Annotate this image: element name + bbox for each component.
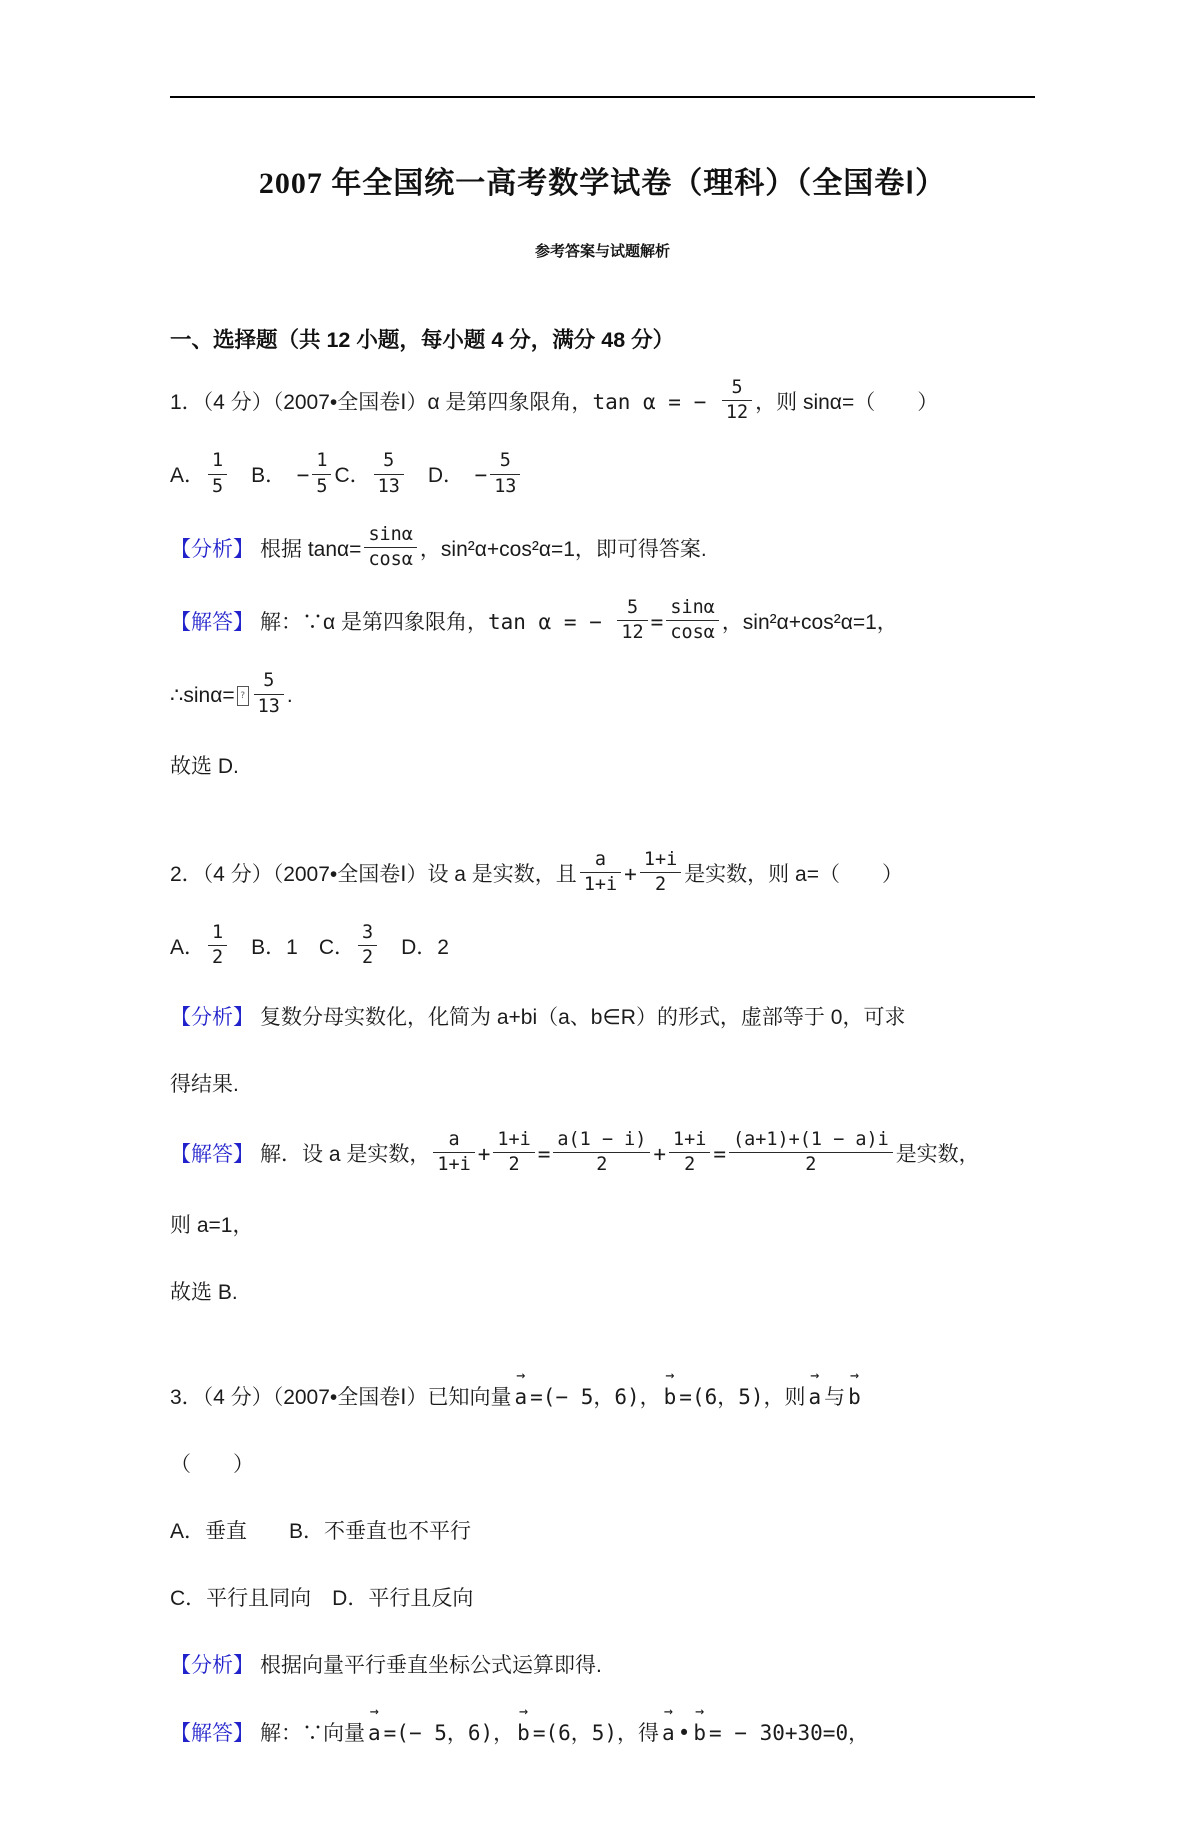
math-text: = — [713, 1142, 727, 1167]
fraction — [617, 597, 647, 644]
fraction-numerator: 1 — [312, 450, 331, 474]
math-text: =(− 5，6)， — [383, 1721, 515, 1746]
fraction — [433, 1129, 474, 1176]
fraction-numerator: a — [433, 1129, 474, 1153]
math-text: = — [650, 610, 664, 635]
text-run: 解：∵α 是第四象限角， — [260, 611, 488, 635]
vector-arrow-icon: → — [518, 1701, 529, 1720]
text-run: 与 — [824, 1386, 846, 1410]
fraction-numerator: 5 — [722, 377, 752, 401]
text-run: ∴sinα= — [170, 684, 235, 708]
fraction-numerator: 5 — [374, 450, 404, 474]
fraction — [358, 922, 377, 969]
fraction-denominator: 5 — [212, 475, 224, 497]
q2-conclusion — [170, 1206, 1035, 1247]
question-2 — [170, 848, 1035, 1314]
text-run: 3．（4 分）（2007•全国卷Ⅰ）已知向量 — [170, 1386, 512, 1410]
q3-stem-brackets — [170, 1445, 1035, 1486]
page-subtitle: 参考答案与试题解析 — [534, 243, 670, 260]
vector-b — [517, 1701, 530, 1754]
fraction-numerator: 1+i — [640, 849, 681, 873]
math-text: = − 30+30=0， — [709, 1721, 870, 1746]
math-text: + — [653, 1142, 666, 1167]
math-text: + — [477, 1142, 491, 1167]
vector-arrow-icon: → — [516, 1366, 526, 1385]
fraction-denominator: 13 — [257, 695, 280, 717]
fraction-numerator: 5 — [617, 597, 647, 621]
q1-conclusion — [170, 670, 1035, 720]
text-run: B．1 C． — [230, 936, 355, 960]
vector-a — [662, 1701, 675, 1754]
q3-analysis-label: 【分析】 — [170, 1654, 254, 1678]
fraction-denominator: 2 — [508, 1154, 520, 1176]
math-text: − — [474, 463, 488, 488]
q1-analysis-label: 【分析】 — [170, 537, 254, 561]
text-run: 1．（4 分）（2007•全国卷Ⅰ）α 是第四象限角， — [170, 391, 593, 415]
vector-arrow-icon: → — [663, 1701, 673, 1720]
math-text: tan α = − — [592, 390, 719, 415]
text-run: C． — [334, 464, 371, 488]
math-text: − — [296, 463, 310, 488]
q2-answer-label: 【解答】 — [170, 1143, 254, 1167]
text-run: 2．（4 分）（2007•全国卷Ⅰ）设 a 是实数，且 — [170, 862, 577, 886]
text-run: 复数分母实数化，化简为 a+bi（a、b∈R）的形式，虚部等于 0，可求 — [260, 1006, 906, 1030]
text-run: D．2 — [380, 936, 449, 960]
q2-answer — [170, 1129, 1035, 1179]
fraction — [312, 450, 331, 497]
fraction-denominator: 2 — [805, 1154, 817, 1176]
q1-answer — [170, 597, 1035, 647]
text-run: A． — [170, 464, 206, 488]
fraction — [493, 1129, 534, 1176]
fraction — [669, 1129, 710, 1176]
fraction-denominator: cosα — [368, 548, 413, 570]
fraction — [208, 450, 227, 497]
top-divider — [170, 96, 1035, 98]
fraction-denominator: 1+i — [437, 1154, 471, 1176]
math-text: + — [624, 861, 637, 886]
missing-glyph-box: ? — [237, 686, 249, 706]
fraction-numerator: (a+1)+(1 − a)i — [729, 1129, 893, 1153]
vector-arrow-icon: → — [810, 1366, 820, 1385]
q3-analysis — [170, 1646, 1035, 1687]
text-run: ，则 sinα=（ ） — [755, 391, 939, 415]
fraction — [364, 524, 416, 571]
text-run: D． — [406, 464, 475, 488]
fraction-denominator: 13 — [494, 475, 517, 497]
fraction — [580, 849, 621, 896]
text-run: （ ） — [170, 1453, 254, 1477]
vector-arrow-icon: → — [369, 1701, 379, 1720]
fraction-numerator: 1 — [208, 922, 227, 946]
fraction-denominator: 2 — [684, 1154, 696, 1176]
math-text: tan α = − — [487, 610, 615, 635]
vector-a — [368, 1701, 381, 1754]
text-run: 故选 D. — [170, 754, 239, 778]
math-text: = — [537, 1142, 551, 1167]
fraction-numerator: 1+i — [493, 1129, 534, 1153]
text-run: ，sin²α+cos²α=1，即可得答案. — [419, 537, 707, 561]
fraction-denominator: 12 — [621, 622, 644, 644]
q2-analysis-line2 — [170, 1065, 1035, 1106]
fraction — [553, 1129, 650, 1176]
q3-stem — [170, 1366, 1035, 1419]
vector-letter: a — [514, 1385, 528, 1410]
q1-choice — [170, 747, 1035, 788]
q2-options — [170, 922, 1035, 972]
q1-stem — [170, 377, 1035, 427]
math-text: • — [677, 1721, 691, 1746]
fraction — [254, 670, 284, 717]
text-run: 故选 B. — [170, 1280, 238, 1304]
fraction-numerator: 1 — [208, 450, 227, 474]
q2-choice — [170, 1273, 1035, 1314]
fraction-denominator: 5 — [316, 475, 328, 497]
question-1 — [170, 377, 1035, 788]
vector-arrow-icon: → — [849, 1366, 860, 1385]
text-run: ，sin²α+cos²α=1， — [721, 611, 898, 635]
text-run: C．平行且同向 D．平行且反向 — [170, 1587, 474, 1611]
vector-letter: a — [368, 1721, 381, 1746]
vector-arrow-icon: → — [665, 1366, 675, 1385]
question-3 — [170, 1366, 1035, 1755]
fraction-denominator: 12 — [725, 402, 749, 424]
vector-letter: b — [517, 1721, 530, 1746]
page-title: 2007 年全国统一高考数学试卷（理科）（全国卷Ⅰ） — [258, 167, 947, 200]
vector-letter: a — [808, 1385, 822, 1410]
vector-b — [693, 1701, 707, 1754]
fraction-denominator: cosα — [670, 622, 715, 644]
fraction — [722, 377, 752, 424]
fraction-numerator: 3 — [358, 922, 377, 946]
text-run: 则 — [784, 1386, 806, 1410]
vector-letter: b — [663, 1385, 677, 1410]
math-text: =(6，5)， — [532, 1721, 639, 1746]
vector-letter: b — [693, 1721, 707, 1746]
vector-letter: a — [662, 1721, 675, 1746]
fraction — [490, 450, 520, 497]
math-text: =(− 5，6)， — [530, 1385, 661, 1410]
math-text: =(6，5)， — [679, 1385, 785, 1410]
q1-analysis — [170, 523, 1035, 574]
text-run: 根据向量平行垂直坐标公式运算即得. — [260, 1654, 602, 1678]
vector-letter: b — [848, 1385, 861, 1410]
section-heading: 一、选择题（共 12 小题，每小题 4 分，满分 48 分） — [170, 328, 675, 352]
text-run: 是实数， — [895, 1143, 980, 1167]
fraction-denominator: 13 — [377, 475, 400, 497]
text-run: B． — [230, 464, 297, 488]
fraction — [666, 597, 718, 644]
fraction-denominator: 2 — [596, 1154, 608, 1176]
text-run: 根据 tanα= — [260, 537, 362, 561]
text-run: 得 — [638, 1722, 660, 1746]
text-run: 是实数，则 a=（ ） — [684, 862, 903, 886]
vector-arrow-icon: → — [695, 1701, 705, 1720]
q1-answer-label: 【解答】 — [170, 611, 254, 635]
text-run: 解：∵向量 — [260, 1722, 365, 1746]
fraction — [640, 849, 681, 896]
q2-stem — [170, 848, 1035, 899]
text-run: 解．设 a 是实数， — [260, 1143, 431, 1167]
q2-analysis-line1 — [170, 998, 1035, 1039]
fraction — [729, 1129, 893, 1176]
vector-b — [848, 1366, 861, 1418]
fraction-denominator: 1+i — [583, 873, 618, 895]
fraction-numerator: sinα — [364, 524, 416, 548]
vector-a — [514, 1366, 528, 1418]
q1-options — [170, 450, 1035, 500]
text-run: 则 a=1， — [170, 1213, 254, 1237]
fraction-denominator: 2 — [212, 947, 224, 969]
fraction-numerator: 1+i — [669, 1129, 710, 1153]
q3-answer-label: 【解答】 — [170, 1722, 254, 1746]
q2-analysis-line1-label: 【分析】 — [170, 1006, 254, 1030]
fraction-denominator: 2 — [362, 947, 374, 969]
vector-b — [663, 1366, 677, 1418]
text-run: 得结果. — [170, 1073, 239, 1097]
q3-options-row2 — [170, 1579, 1035, 1620]
fraction — [374, 450, 404, 497]
q3-options-row1 — [170, 1512, 1035, 1553]
fraction-numerator: a — [580, 849, 621, 873]
fraction-numerator: sinα — [666, 597, 718, 621]
fraction — [208, 922, 227, 969]
fraction-numerator: a(1 − i) — [553, 1129, 650, 1153]
fraction-denominator: 2 — [654, 873, 667, 895]
fraction-numerator: 5 — [490, 450, 520, 474]
text-run: . — [286, 684, 293, 708]
fraction-numerator: 5 — [254, 670, 284, 694]
text-run: A． — [170, 936, 206, 960]
text-run: A．垂直 B．不垂直也不平行 — [170, 1520, 472, 1544]
q3-answer — [170, 1701, 1035, 1755]
vector-a — [808, 1366, 822, 1418]
